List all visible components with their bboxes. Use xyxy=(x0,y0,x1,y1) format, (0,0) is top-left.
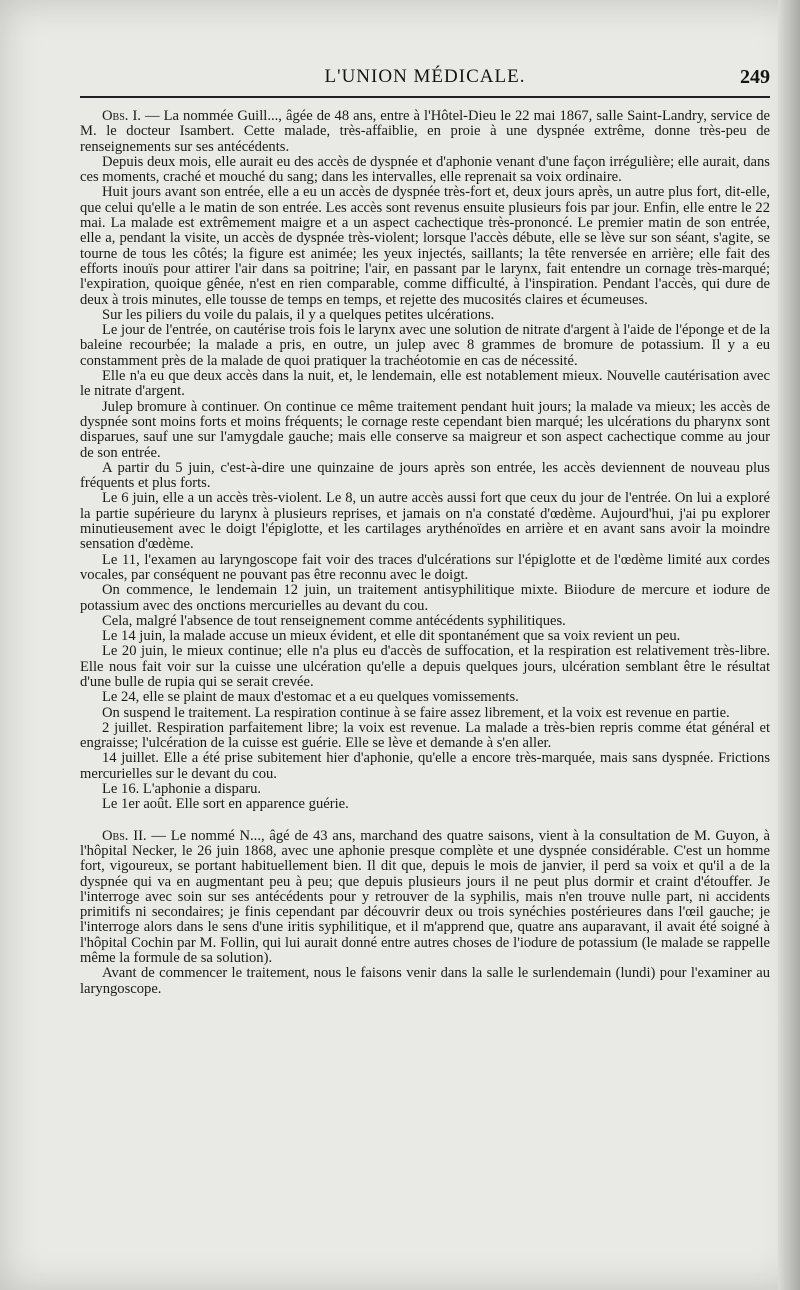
obs-1-paragraph: Le 16. L'aphonie a disparu. xyxy=(102,781,262,798)
obs-1-paragraph: Le 1er août. Elle sort en apparence guérie. xyxy=(102,796,349,813)
obs-1-paragraph: Le jour de l'entrée, on cautérise trois fois le larynx avec une solution de nitrate d'argent à l'aide de l'éponge et de la baleine recourbée; la malade a pris, en outre, un julep avec 8 grammes de bromure de potassium. Il y a eu constamment près de la malade de quoi pratiquer la trachéotomie en cas de nécessité. xyxy=(80,322,770,369)
obs-1-paragraph: Depuis deux mois, elle aurait eu des accès de dyspnée et d'aphonie venant d'une façon irrégulière; elle aurait, dans ces moments, craché et mouché du sang; dans les intervalles, elle reprenait sa voix ordinaire. xyxy=(80,153,770,186)
obs-1-paragraph: Julep bromure à continuer. On continue ce même traitement pendant huit jours; la malade va mieux; les accès de dyspnée sont moins forts et moins fréquents; le cornage reste cependant bien marqué; les ulcérations du pharynx sont disparues, sauf une sur l'amygdale gauche; mais elle conserve sa maigreur et son aspect cachectique comme au jour de son entrée. xyxy=(80,398,770,461)
article-body xyxy=(80,109,770,997)
obs-1-paragraph: Huit jours avant son entrée, elle a eu un accès de dyspnée très-fort et, deux jours après, un autre plus fort, dit-elle, que celui qu'elle a le matin de son entrée. Les accès sont revenus ensuite plusieurs fois par jour. Enfin, elle entre le 22 mai. La malade est extrêmement maigre et a un aspect cachectique très-prononcé. Le premier matin de son entrée, elle a, pendant la visite, un accès de dyspnée très-violent; lorsque l'accès débute, elle se lève sur son séant, s'agite, se tourne de tous les côtés; la figure est animée; les yeux injectés, saillants; la tête renversée en arrière; elle fait des efforts inouïs pour attirer l'air dans sa poitrine; l'air, en passant par le larynx, fait entendre un cornage très-marqué; l'expiration, quoique gênée, n'est en rien comparable, comme difficulté, à l'inspiration. Pendant l'accès, qui dure de deux à trois minutes, elle tousse de temps en temps, et rejette des mucosités claires et écumeuses. xyxy=(80,184,770,308)
obs-1-paragraph: Cela, malgré l'absence de tout renseignement comme antécédents syphilitiques. xyxy=(102,612,566,629)
obs-2-label: Obs. II. xyxy=(102,827,147,844)
obs-1-paragraph: Le 24, elle se plaint de maux d'estomac et a eu quelques vomissements. xyxy=(102,689,519,706)
obs-2-paragraph: Avant de commencer le traitement, nous le faisons venir dans la salle le surlendemain (lundi) pour l'examiner au laryngoscope. xyxy=(80,965,770,997)
obs-2-paragraph: — Le nommé N..., âgé de 43 ans, marchand des quatre saisons, vient à la consultation de M. Guyon, à l'hôpital Necker, le 26 juin 1868, avec une aphonie presque complète et une dyspnée considérable. C'est un homme fort, vigoureux, se portant habituellement bien. Il dit que, depuis le mois de janvier, il perd sa voix et qu'il a de la dyspnée qui va en augmentant peu à peu; que depuis plusieurs jours il ne peut plus dormir et craint d'étouffer. Je l'interroge avec soin sur ses antécédents pour y retrouver de la syphilis, mais n'en trouve nulle part, ni accidents primitifs ni secondaires; je finis cependant par découvrir deux ou trois synéchies postérieures dans l'œil gauche; je l'interroge alors dans le sens d'une iritis syphilitique, et il m'apprend que, quatre ans auparavant, il avait été soigné à l'hôpital Cochin par M. Follin, qui lui aurait donné entre autres choses de l'iodure de potassium (le malade se rappelle même la formule de sa solution). xyxy=(80,827,770,967)
obs-1-paragraph: Le 11, l'examen au laryngoscope fait voir des traces d'ulcérations sur l'épiglotte et de l'œdème limité aux cordes vocales, par conséquent ne pouvant pas être reconnu avec le doigt. xyxy=(80,551,770,583)
obs-2-intro xyxy=(80,829,770,967)
obs-1-paragraph: Le 20 juin, le mieux continue; elle n'a plus eu d'accès de suffocation, et la respiration est relativement très-libre. Elle nous fait voir sur la cuisse une ulcération qu'elle a depuis quelques jours, ulcération semblant être le résultat d'une bulle de rupia qui se serait crevée. xyxy=(80,643,770,690)
obs-1-label: Obs. I. xyxy=(102,108,141,124)
obs-1-paragraph: On commence, le lendemain 12 juin, un traitement antisyphilitique mixte. Biiodure de mercure et iodure de potassium avec des onctions mercurielles au devant du cou. xyxy=(80,582,770,614)
obs-1-paragraph: Le 6 juin, elle a un accès très-violent. Le 8, un autre accès aussi fort que ceux du jour de l'entrée. On lui a exploré la partie supérieure du larynx à plusieurs reprises, et jamais on n'a constaté d'œdème. Aujourd'hui, j'ai pu explorer minutieusement avec le doigt l'épiglotte, et les cartilages arythénoïdes en arrière et en avant sans avoir la moindre sensation d'œdème. xyxy=(80,490,770,553)
obs-1-paragraph: Elle n'a eu que deux accès dans la nuit, et, le lendemain, elle est notablement mieux. Nouvelle cautérisation avec le nitrate d'argent. xyxy=(80,368,770,400)
obs-1-paragraph: 2 juillet. Respiration parfaitement libre; la voix est revenue. La malade a très-bien repris comme état général et engraisse; l'ulcération de la cuisse est guérie. Elle se lève et demande à s'en aller. xyxy=(80,719,770,752)
running-title: L'UNION MÉDICALE. xyxy=(324,66,526,87)
obs-1-paragraph: Sur les piliers du voile du palais, il y a quelques petites ulcérations. xyxy=(102,306,495,323)
obs-1-paragraph: A partir du 5 juin, c'est-à-dire une quinzaine de jours après son entrée, les accès deviennent de nouveau plus fréquents et plus forts. xyxy=(80,459,770,492)
page-number: 249 xyxy=(740,66,770,88)
obs-1-intro xyxy=(80,109,770,155)
obs-1-paragraph: Le 14 juin, la malade accuse un mieux évident, et elle dit spontanément que sa voix revient un peu. xyxy=(102,628,681,645)
obs-1-paragraph: On suspend le traitement. La respiration continue à se faire assez librement, et la voix est revenue en partie. xyxy=(102,704,730,721)
page-gutter-shadow xyxy=(778,0,800,1290)
obs-1-paragraph: — La nommée Guill..., âgée de 48 ans, entre à l'Hôtel-Dieu le 22 mai 1867, salle Saint-Landry, service de M. le docteur Isambert. Cette malade, très-affaiblie, en proie à une dyspnée extrême, donne très-peu de renseignements sur ses antécédents. xyxy=(80,108,771,155)
page-header xyxy=(80,66,770,96)
header-rule xyxy=(80,96,770,98)
obs-1-paragraph: 14 juillet. Elle a été prise subitement hier d'aphonie, qu'elle a encore très-marquée, mais sans dyspnée. Frictions mercurielles sur le devant du cou. xyxy=(80,750,770,782)
